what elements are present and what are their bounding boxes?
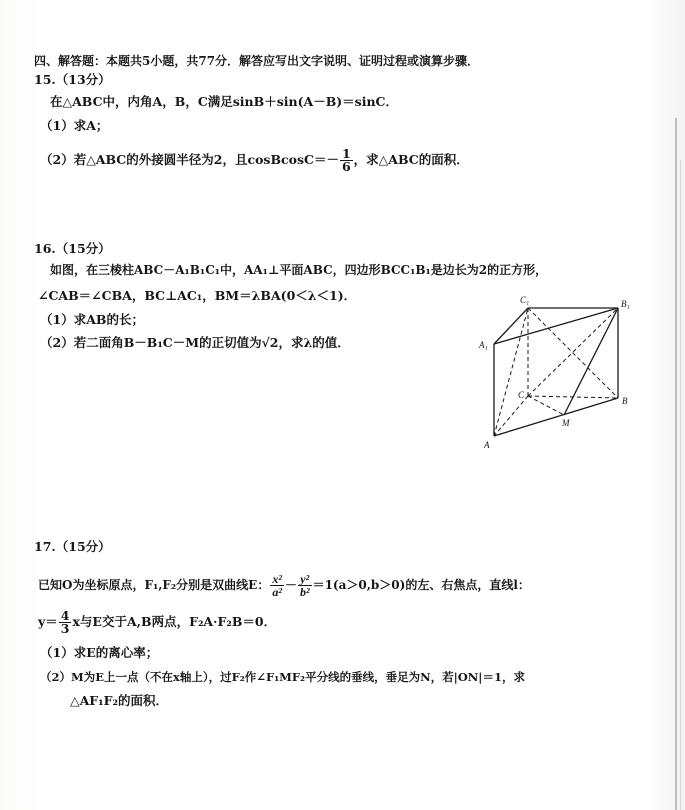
problem-17-frac-x	[270, 573, 284, 598]
problem-15-frac-den: 6	[341, 159, 351, 174]
problem-17-number: 17.（15分）	[34, 539, 111, 554]
edge-C-A	[494, 396, 528, 436]
problem-17-stem2-text-a: y＝	[38, 614, 58, 629]
problem-17-frac3-num: 4	[60, 608, 70, 623]
problem-16-number: 16.（15分）	[34, 241, 111, 256]
page-edge-shadow	[675, 118, 677, 810]
problem-17-part2-line2: △AF₁F₂的面积．	[70, 693, 169, 708]
label-B1: B₁	[621, 299, 630, 309]
problem-17-stem1-text-b: ＝1(a＞0,b＞0)的左、右焦点，直线l：	[312, 578, 530, 592]
problem-16-stem-line1: 如图，在三棱柱ABC－A₁B₁C₁中，AA₁⊥平面ABC，四边形BCC₁B₁是边长为2的正方形，	[50, 263, 548, 277]
problem-15-stem: 在△ABC中，内角A，B，C满足sinB＋sin(A－B)＝sinC．	[50, 94, 398, 109]
problem-15-part2-text-b: ，求△ABC的面积．	[353, 152, 469, 167]
label-A1: A₁	[479, 340, 488, 350]
problem-16-part2: （2）若二面角B－B₁C－M的正切值为√2，求λ的值．	[40, 335, 350, 350]
problem-17-frac3-den: 3	[60, 621, 70, 636]
page-edge-shadow-inner	[680, 160, 681, 810]
problem-17-stem-line1	[38, 573, 530, 598]
edge-A-C1	[494, 308, 528, 436]
problem-17-stem2-text-b: x与E交于A,B两点，F₂A·F₂B＝0．	[72, 614, 277, 629]
problem-15-frac-num: 1	[341, 146, 351, 161]
problem-16-part1: （1）求AB的长；	[40, 312, 144, 327]
label-C1: C₁	[520, 295, 530, 305]
label-M: M	[562, 418, 570, 428]
label-B: B	[622, 396, 628, 406]
problem-15-part2	[40, 148, 469, 173]
problem-17-frac1-num: x²	[272, 572, 282, 586]
problem-16-stem-line2: ∠CAB＝∠CBA，BC⊥AC₁，BM＝λBA(0＜λ＜1)．	[38, 288, 357, 303]
problem-17-minus: －	[284, 578, 297, 592]
problem-17-frac2-num: y²	[298, 573, 312, 586]
problem-15-fraction	[340, 148, 353, 173]
problem-17-stem1-text-a: 已知O为坐标原点，F₁,F₂分别是双曲线E：	[38, 578, 270, 592]
label-C: C	[518, 390, 525, 400]
problem-15-part2-text-a: （2）若△ABC的外接圆半径为2，且cosBcosC＝－	[40, 152, 339, 167]
prism-figure	[476, 292, 646, 462]
problem-17-frac-slope	[59, 610, 72, 635]
problem-17-frac2-den: b²	[299, 585, 310, 599]
edge-A-B	[494, 398, 618, 436]
problem-17-stem-line2	[38, 610, 276, 635]
edge-C-M	[528, 396, 564, 415]
section-header: 四、解答题：本题共5小题，共77分．解答应写出文字说明、证明过程或演算步骤．	[34, 54, 480, 68]
problem-15-part1: （1）求A；	[40, 118, 109, 133]
problem-17-part1: （1）求E的离心率；	[40, 645, 159, 660]
edge-B1-M	[564, 308, 618, 415]
problem-17-part2-line1: （2）M为E上一点（不在x轴上），过F₂作∠F₁MF₂平分线的垂线，垂足为N，若|ON|＝1，求	[40, 670, 525, 684]
problem-17-frac1-den: a²	[272, 585, 282, 599]
label-A: A	[484, 440, 490, 450]
problem-15-number: 15.（13分）	[34, 72, 111, 87]
problem-17-frac-y	[298, 573, 312, 598]
